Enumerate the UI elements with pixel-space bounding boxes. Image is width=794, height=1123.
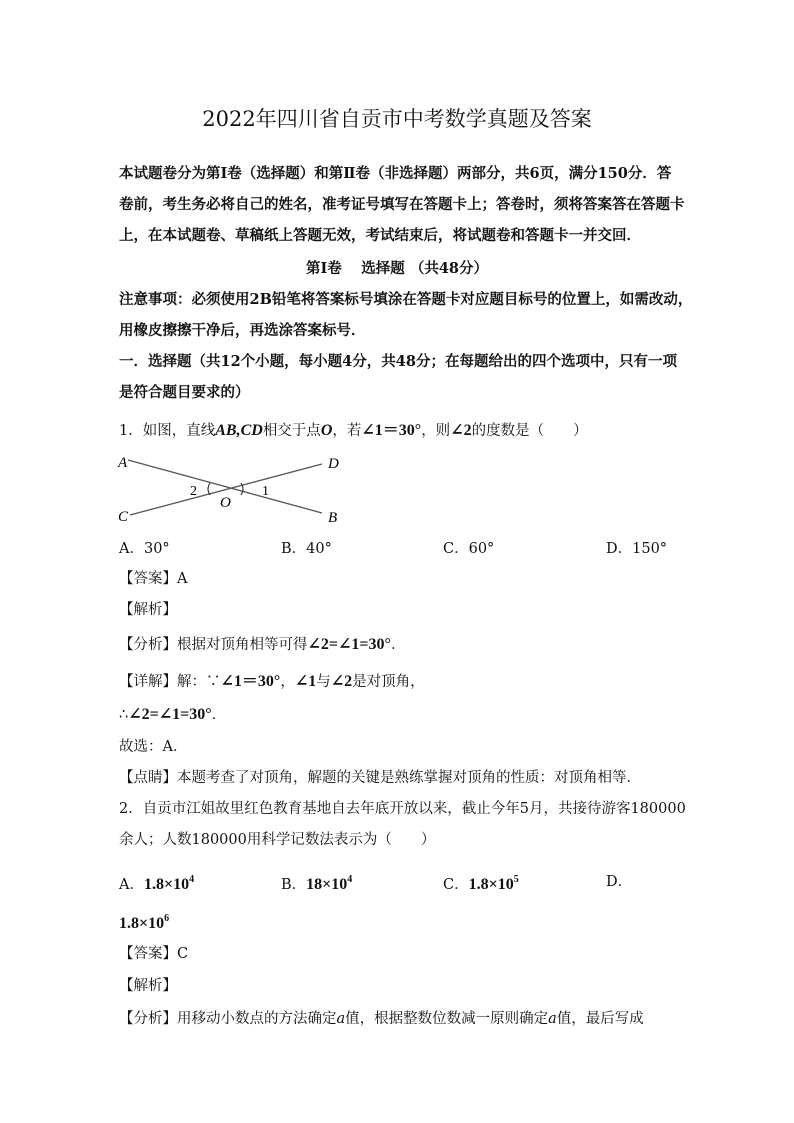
q1-stem-pre: 1．如图，直线	[119, 423, 216, 439]
q2-fenxi	[119, 1009, 644, 1029]
notice-line-2: 用橡皮擦擦干净后，再选涂答案标号．	[119, 322, 366, 339]
q2-option-a-label: A．	[119, 877, 144, 893]
q2-fenxi-mid: 值，根据整数位数减一原则确定	[345, 1011, 549, 1027]
q1-option-a: A．30°	[119, 541, 170, 557]
q1-fenxi-math: ∠2=∠1=30°	[307, 636, 391, 653]
intro-line-2: 卷前，考生务必将自己的姓名，准考证号填写在答题卡上；答卷时，须将答案答在答题卡	[119, 196, 685, 213]
q1-answer: 【答案】A	[119, 571, 188, 587]
q2-fenxi-text: 【分析】用移动小数点的方法确定	[119, 1011, 337, 1027]
intro-line-1: 本试题卷分为第Ⅰ卷（选择题）和第Ⅱ卷（非选择题）两部分，共6页，满分150分．答	[119, 165, 672, 182]
q2-option-a	[119, 870, 194, 895]
intro-line-3: 上，在本试题卷、草稿纸上答题无效，考试结束后，将试题卷和答题卡一并交回．	[119, 227, 641, 244]
q1-detail-math-3: ∠2	[330, 673, 353, 690]
notice-line-1: 注意事项：必须使用2B铅笔将答案标号填涂在答题卡对应题目标号的位置上，如需改动，	[119, 291, 693, 308]
label-angle-1: 1	[262, 484, 269, 499]
label-angle-2: 2	[190, 484, 197, 499]
q1-fenxi	[119, 635, 405, 655]
q2-var-a-1: a	[336, 1011, 346, 1027]
q1-tail: 的度数是（ ）	[471, 423, 588, 439]
q1-detail-end: 是对顶角，	[352, 674, 425, 690]
q1-option-c: C．60°	[443, 541, 495, 557]
section-heading: 第Ⅰ卷 选择题 （共48分）	[305, 260, 489, 277]
q1-detail-text: 【详解】解：∵	[119, 674, 221, 690]
q2-option-b-base: 18×10	[306, 876, 348, 893]
q2-answer: 【答案】C	[119, 946, 189, 962]
part-heading-line-1: 一．选择题（共12个小题，每小题4分，共48分；在每题给出的四个选项中，只有一项	[119, 353, 677, 370]
part-heading-line-2: 是符合题目要求的）	[119, 384, 250, 401]
q1-choose: 故选：A．	[119, 739, 188, 755]
label-b: B	[328, 510, 338, 526]
label-o: O	[220, 495, 231, 511]
label-a: A	[118, 455, 128, 471]
label-d: D	[328, 456, 339, 472]
therefore-symbol: ∴	[119, 707, 129, 723]
q1-detail	[119, 672, 425, 692]
q2-option-d-exp: 6	[164, 913, 170, 924]
q2-var-a-2: a	[548, 1011, 557, 1027]
q2-option-d-label: D．	[606, 874, 633, 890]
q2-analysis-label: 【解析】	[119, 978, 177, 994]
q2-option-b	[281, 870, 352, 895]
q1-therefore-end: ．	[211, 707, 227, 723]
q1-detail-math-1: ∠1＝30°	[220, 673, 281, 690]
q1-fenxi-text: 【分析】根据对顶角相等可得	[119, 637, 308, 653]
q1-option-b: B．40°	[281, 541, 332, 557]
q2-option-c	[443, 870, 519, 895]
q2-option-a-exp: 4	[189, 874, 195, 885]
q2-option-c-label: C．	[443, 877, 469, 893]
q1-detail-math-2: ∠1	[294, 673, 317, 690]
q1-ask: ∠2	[450, 422, 472, 439]
q2-option-b-exp: 4	[347, 874, 353, 885]
q2-option-d-base: 1.8×10	[119, 915, 165, 932]
q1-figure	[110, 450, 350, 530]
q1-detail-and: 与	[316, 674, 331, 690]
q2-fenxi-end: 值，最后写成	[556, 1011, 644, 1027]
q1-point: O	[320, 422, 333, 439]
q2-option-a-base: 1.8×10	[143, 876, 190, 893]
q2-option-c-base: 1.8×10	[468, 876, 514, 893]
page-title: 2022年四川省自贡市中考数学真题及答案	[202, 107, 592, 131]
q1-stem-mid: 相交于点	[262, 423, 321, 439]
q2-option-b-label: B．	[281, 877, 307, 893]
q2-stem-line-2: 余人；人数180000用科学记数法表示为（ ）	[119, 832, 436, 848]
q1-therefore	[119, 705, 226, 725]
q1-analysis-label: 【解析】	[119, 602, 177, 618]
q1-therefore-math: ∠2=∠1=30°	[128, 706, 212, 723]
q2-option-c-exp: 5	[513, 874, 519, 885]
q1-option-d: D．150°	[606, 541, 668, 557]
q2-stem-line-1: 2．自贡市江姐故里红色教育基地自去年底开放以来，截止今年5月，共接待游客180000	[119, 801, 686, 817]
q1-stem	[119, 421, 588, 441]
q1-comment: 【点睛】本题考查了对顶角，解题的关键是熟练掌握对顶角的性质：对顶角相等．	[119, 770, 641, 786]
q1-cond-pre: ，若	[332, 423, 362, 439]
q1-fenxi-end: ．	[390, 637, 406, 653]
q1-lines: AB,CD	[215, 422, 263, 439]
q1-detail-sep: ，	[280, 674, 295, 690]
q1-condition: ∠1＝30°	[361, 422, 422, 439]
q2-option-d-value	[119, 909, 169, 934]
q1-post: ，则	[421, 423, 451, 439]
label-c: C	[118, 509, 129, 525]
